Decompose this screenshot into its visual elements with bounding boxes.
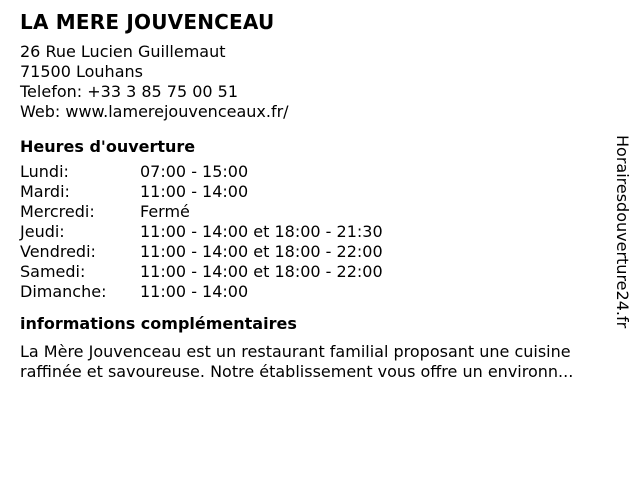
hours-row-sunday — [20, 282, 620, 302]
day-label: Mardi: — [20, 182, 70, 201]
business-name: LA MERE JOUVENCEAU — [20, 10, 275, 34]
time-value: 11:00 - 14:00 et 18:00 - 21:30 — [140, 222, 383, 241]
hours-row-tuesday — [20, 182, 620, 202]
site-watermark: Horairesdouverture24.fr — [613, 135, 632, 329]
time-value: 11:00 - 14:00 — [140, 282, 249, 301]
info-line: raffinée et savoureuse. Notre établissement vous offre un environn... — [20, 362, 574, 381]
day-label: Samedi: — [20, 262, 86, 281]
additional-info-title: informations complémentaires — [20, 314, 297, 333]
hours-row-monday — [20, 162, 620, 182]
info-line: La Mère Jouvenceau est un restaurant familial proposant une cuisine — [20, 342, 571, 361]
address-city: 71500 Louhans — [20, 62, 143, 81]
address-block — [20, 42, 620, 122]
time-value: 11:00 - 14:00 — [140, 182, 249, 201]
hours-row-thursday — [20, 222, 620, 242]
additional-info-text — [20, 342, 620, 382]
opening-hours-title: Heures d'ouverture — [20, 137, 196, 156]
website: Web: www.lamerejouvenceaux.fr/ — [20, 102, 289, 121]
day-label: Vendredi: — [20, 242, 96, 261]
time-value: Fermé — [140, 202, 190, 221]
hours-row-saturday — [20, 262, 620, 282]
hours-row-wednesday — [20, 202, 620, 222]
opening-hours-table — [20, 162, 620, 302]
time-value: 07:00 - 15:00 — [140, 162, 249, 181]
day-label: Mercredi: — [20, 202, 95, 221]
time-value: 11:00 - 14:00 et 18:00 - 22:00 — [140, 262, 383, 281]
day-label: Dimanche: — [20, 282, 107, 301]
hours-row-friday — [20, 242, 620, 262]
time-value: 11:00 - 14:00 et 18:00 - 22:00 — [140, 242, 383, 261]
business-card — [20, 10, 620, 382]
day-label: Jeudi: — [20, 222, 65, 241]
day-label: Lundi: — [20, 162, 69, 181]
phone-number: Telefon: +33 3 85 75 00 51 — [20, 82, 239, 101]
address-street: 26 Rue Lucien Guillemaut — [20, 42, 226, 61]
